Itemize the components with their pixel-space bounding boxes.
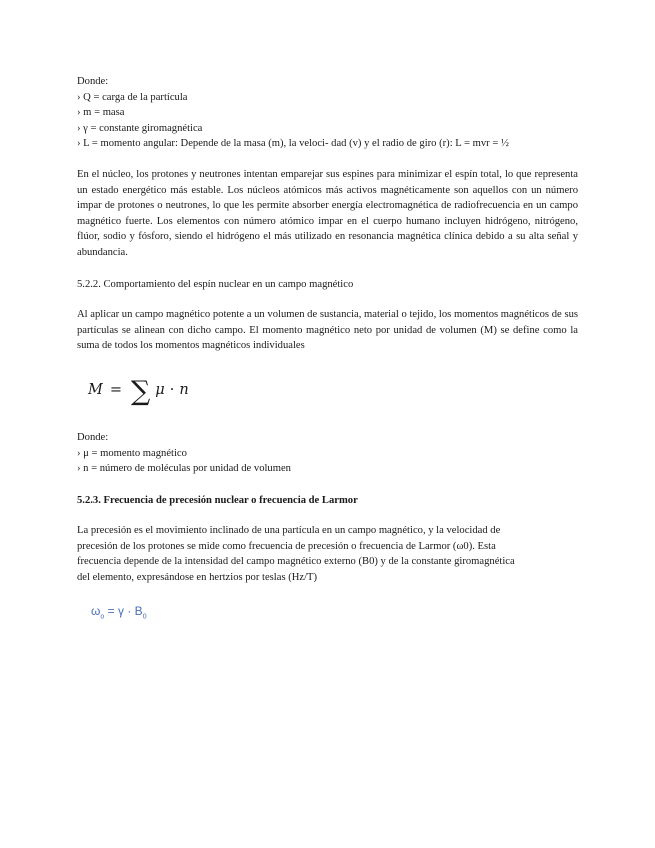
- sum-symbol: ∑: [131, 376, 151, 408]
- paragraph-momento-magnetico: Al aplicar un campo magnético potente a un volumen de sustancia, material o tejido, los momentos magnéticos de sus partículas se alinean con dicho campo. El momento magnético neto por unidad de volumen (M) se define como la suma de todos los momentos magnéticos individuales: [77, 309, 578, 352]
- definition-item: › μ = momento magnético: [77, 447, 187, 459]
- section-heading-5-2-2: 5.2.2. Comportamiento del espín nuclear en un campo magnético: [77, 278, 354, 290]
- definition-item: › γ = constante giromagnética: [77, 122, 203, 134]
- formula-lhs: M: [88, 382, 103, 399]
- formula-n: n: [179, 382, 189, 399]
- formula-magnetization: [88, 376, 578, 406]
- definition-item: › L = momento angular: Depende de la masa (m), la veloci- dad (v) y el radio de giro (r): L = mvr = ½: [77, 138, 509, 150]
- paragraph-larmor: [77, 523, 578, 585]
- formula-dot: ·: [169, 382, 175, 399]
- omega-subscript: o: [100, 613, 105, 621]
- paragraph-line: La precesión es el movimiento inclinado de una partícula en un campo magnético, y la velocidad de: [77, 525, 501, 537]
- definitions-block-1: [77, 74, 578, 152]
- paragraph-line: del elemento, expresándose en hertzios por teslas (Hz/T): [77, 572, 318, 584]
- definition-item: › m = masa: [77, 107, 125, 119]
- donde-label: Donde:: [77, 76, 109, 87]
- definition-item: › n = número de moléculas por unidad de volumen: [77, 463, 291, 475]
- paragraph-line: precesión de los protones se mide como frecuencia de precesión o frecuencia de Larmor (ω0). Esta: [77, 540, 496, 552]
- formula-equals: =: [109, 382, 123, 399]
- b-symbol: B: [134, 603, 143, 618]
- section-heading-5-2-3: 5.2.3. Frecuencia de precesión nuclear o frecuencia de Larmor: [77, 494, 358, 506]
- larmor-dot: ·: [127, 603, 132, 618]
- document-content: [77, 74, 578, 625]
- paragraph-line: frecuencia depende de la intensidad del campo magnético externo (B0) y de la constante giromagnética: [77, 556, 515, 568]
- formula-larmor: [91, 604, 578, 625]
- larmor-equals: =: [107, 603, 115, 618]
- omega-symbol: ω: [91, 603, 101, 618]
- definitions-block-2: [77, 430, 578, 477]
- donde-label: Donde:: [77, 431, 109, 443]
- formula-mu: μ: [155, 382, 165, 399]
- paragraph-spin-nucleo: En el núcleo, los protones y neutrones intentan emparejar sus espines para minimizar el espín total, lo que representa un estado energético más estable. Los núcleos atómicos más activos magnéticamente son aquellos con un número impar de protones o neutrones, lo que les permite absorber energía electromagnética de radiofrecuencia en un campo magnético fuerte. Los elementos con número atómico impar en el cuerpo humano incluyen hidrógeno, nitrógeno, flúor, sodio y fósforo, siendo el hidrógeno el más utilizado en resonancia magnética clínica debido a su alta señal y abundancia.: [77, 168, 578, 258]
- definition-item: › Q = carga de la partícula: [77, 91, 188, 103]
- gamma-symbol: γ: [117, 603, 124, 618]
- b-subscript: 0: [142, 613, 147, 621]
